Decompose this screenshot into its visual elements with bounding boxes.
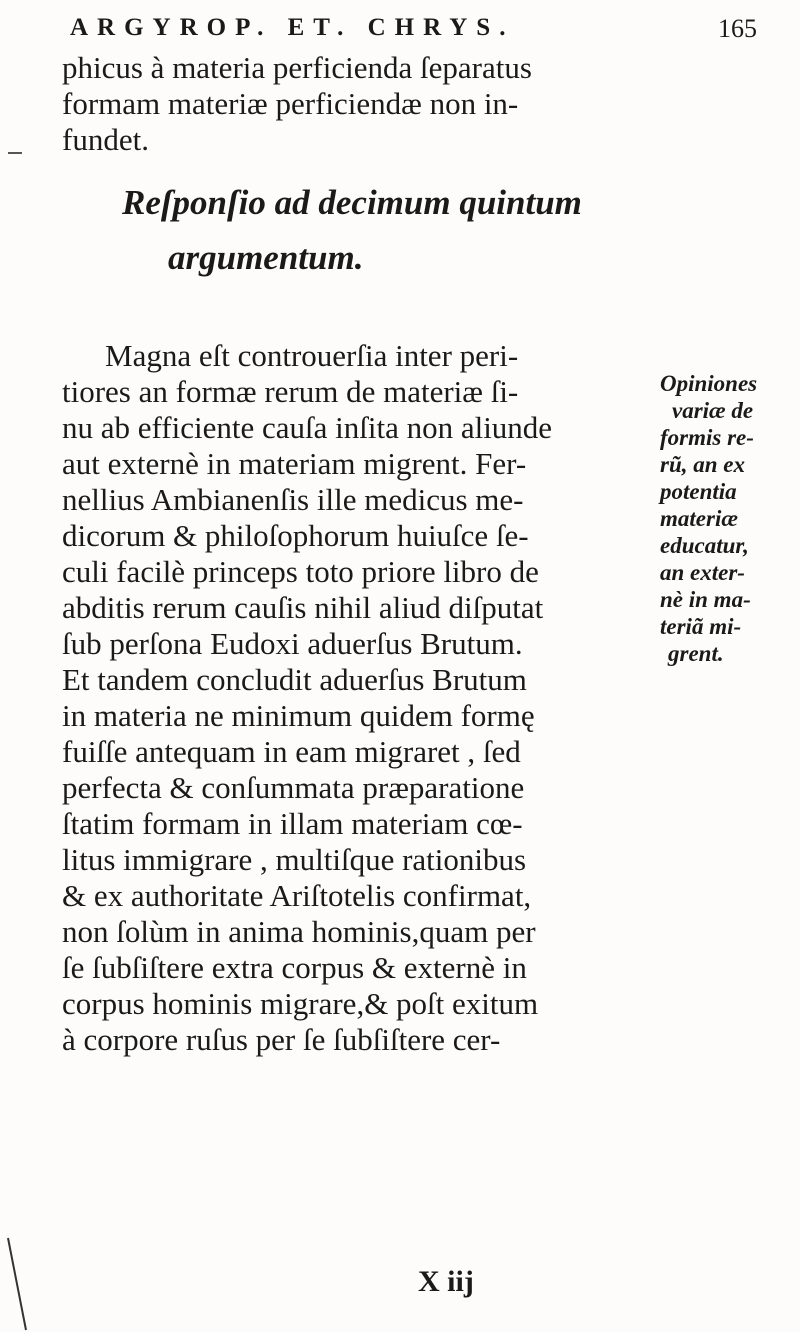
signature-mark: X iij xyxy=(418,1265,474,1298)
text-line: phicus à materia perficienda ſeparatus xyxy=(62,50,532,85)
text-line: ſe ſubſiſtere extra corpus & externè in xyxy=(62,950,527,985)
margin-stroke xyxy=(0,1230,60,1332)
section-heading-line-1: Reſponſio ad decimum quintum xyxy=(122,183,582,222)
marginal-note-line: variæ de xyxy=(672,398,754,423)
text-line: litus immigrare , multiſque rationibus xyxy=(62,842,527,877)
text-line: fundet. xyxy=(62,122,149,157)
running-title: ARGYROP. ET. CHRYS. xyxy=(70,14,515,41)
marginal-note-line: materiæ xyxy=(660,506,738,531)
marginal-note-line: formis re- xyxy=(660,425,754,450)
page-number: 165 xyxy=(718,14,757,43)
marginal-note-line: grent. xyxy=(668,641,724,666)
text-line: Et tandem concludit aduerſus Brutum xyxy=(62,662,527,697)
text-line: nu ab efficiente cauſa inſita non aliunde xyxy=(62,410,553,445)
running-head xyxy=(0,10,800,46)
marginal-note-line: teriã mi- xyxy=(660,614,742,639)
margin-dash xyxy=(8,152,22,154)
marginal-note-line: educatur, xyxy=(660,533,749,558)
text-line: nellius Ambianenſis ille medicus me- xyxy=(62,482,524,517)
text-line: non ſolùm in anima hominis,quam per xyxy=(62,914,536,949)
text-line: fuiſſe antequam in eam migraret , ſed xyxy=(62,734,521,769)
text-line: formam materiæ perficiendæ non in- xyxy=(62,86,519,121)
text-line: aut externè in materiam migrent. Fer- xyxy=(62,446,527,481)
text-line: Magna eſt controuerſia inter peri- xyxy=(105,338,519,373)
text-line: perfecta & conſummata præparatione xyxy=(62,770,525,805)
text-line: dicorum & philoſophorum huiuſce ſe- xyxy=(62,518,529,553)
marginal-note-line: an exter- xyxy=(660,560,745,585)
marginal-note-line: Opiniones xyxy=(660,371,758,396)
text-line: tiores an formæ rerum de materiæ ſi- xyxy=(62,374,519,409)
text-line: abditis rerum cauſis nihil aliud diſputat xyxy=(62,590,544,625)
text-line: à corpore ruſus per ſe ſubſiſtere cer- xyxy=(62,1022,501,1057)
text-line: corpus hominis migrare,& poſt exitum xyxy=(62,986,539,1021)
text-line: culi facilè princeps toto priore libro de xyxy=(62,554,539,589)
text-line: ſub perſona Eudoxi aduerſus Brutum. xyxy=(62,626,523,661)
marginal-note-line: potentia xyxy=(660,479,737,504)
marginal-note-line: rũ, an ex xyxy=(660,452,745,477)
text-line: ſtatim formam in illam materiam cœ- xyxy=(62,806,523,841)
text-line: & ex authoritate Ariſtotelis confirmat, xyxy=(62,878,532,913)
marginal-note-line: nè in ma- xyxy=(660,587,751,612)
text-line: in materia ne minimum quidem formę xyxy=(62,698,535,733)
section-heading-line-2: argumentum. xyxy=(168,238,364,277)
